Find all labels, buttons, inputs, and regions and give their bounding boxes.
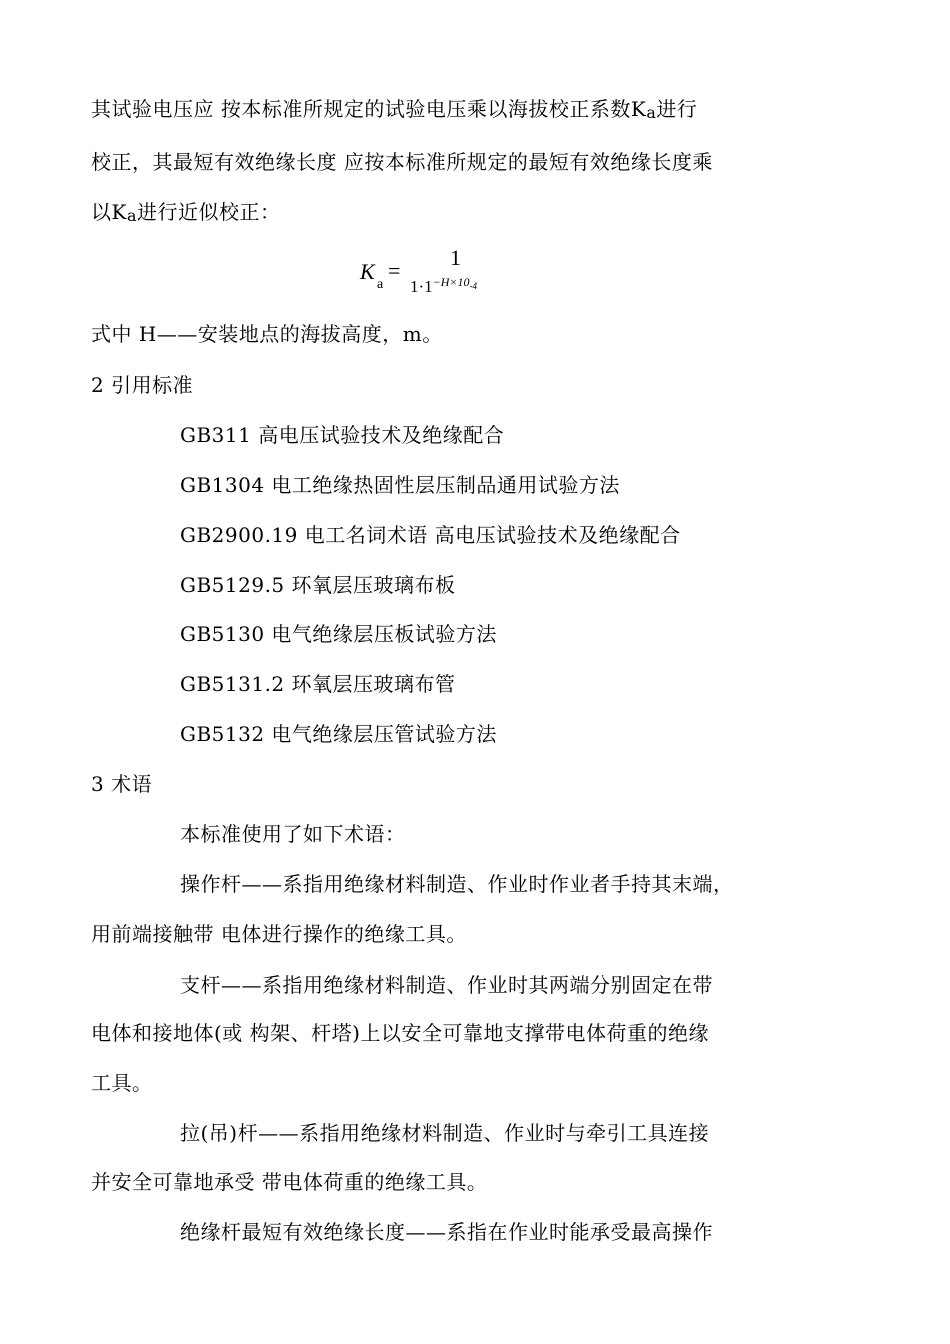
term-support-rod-line-2: 电体和接地体(或 构架、杆塔)上以安全可靠地支撑带电体荷重的绝缘 bbox=[91, 1021, 709, 1045]
reference-item: GB5132 电气绝缘层压管试验方法 bbox=[180, 722, 497, 746]
section-3-intro: 本标准使用了如下术语： bbox=[180, 822, 406, 846]
formula-k: K bbox=[360, 259, 375, 284]
term-operating-rod-line-2: 用前端接触带 电体进行操作的绝缘工具。 bbox=[91, 922, 467, 946]
term-min-insulation-length-line-1: 绝缘杆最短有效绝缘长度——系指在作业时能承受最高操作 bbox=[180, 1220, 713, 1244]
reference-item: GB311 高电压试验技术及绝缘配合 bbox=[180, 423, 505, 447]
reference-item: GB2900.19 电工名词术语 高电压试验技术及绝缘配合 bbox=[180, 523, 681, 547]
intro-line-1: 其试验电压应 按本标准所规定的试验电压乘以海拔校正系数Ka进行 bbox=[91, 97, 698, 122]
altitude-correction-formula bbox=[360, 243, 520, 303]
term-operating-rod-line-1: 操作杆——系指用绝缘材料制造、作业时作业者手持其末端， bbox=[180, 872, 734, 896]
subscript-a: a bbox=[126, 206, 137, 225]
intro-line-3: 以Ka进行近似校正： bbox=[91, 200, 281, 225]
section-2-heading: 2 引用标准 bbox=[91, 373, 194, 397]
term-pull-rod-line-2: 并安全可靠地承受 带电体荷重的绝缘工具。 bbox=[91, 1170, 488, 1194]
formula-k-subscript: a bbox=[377, 277, 384, 292]
formula-note: 式中 H——安装地点的海拔高度，m。 bbox=[91, 322, 443, 346]
formula-numerator: 1 bbox=[450, 245, 461, 270]
formula-equals: = bbox=[388, 258, 401, 283]
reference-item: GB1304 电工绝缘热固性层压制品通用试验方法 bbox=[180, 473, 620, 497]
section-3-heading: 3 术语 bbox=[91, 772, 153, 796]
term-support-rod-line-3: 工具。 bbox=[91, 1071, 153, 1095]
intro-line-2: 校正，其最短有效绝缘长度 应按本标准所规定的最短有效绝缘长度乘 bbox=[91, 150, 713, 174]
term-support-rod-line-1: 支杆——系指用绝缘材料制造、作业时其两端分别固定在带 bbox=[180, 973, 713, 997]
reference-item: GB5129.5 环氧层压玻璃布板 bbox=[180, 573, 456, 597]
subscript-a: a bbox=[646, 103, 657, 122]
formula-denominator: $1\cdot 1^{-H\times 10_{-4}}$ bbox=[410, 275, 478, 296]
reference-item: GB5130 电气绝缘层压板试验方法 bbox=[180, 622, 497, 646]
reference-item: GB5131.2 环氧层压玻璃布管 bbox=[180, 672, 456, 696]
formula-exponent: −H×10-4 bbox=[432, 275, 478, 291]
term-pull-rod-line-1: 拉(吊)杆——系指用绝缘材料制造、作业时与牵引工具连接 bbox=[180, 1121, 710, 1145]
